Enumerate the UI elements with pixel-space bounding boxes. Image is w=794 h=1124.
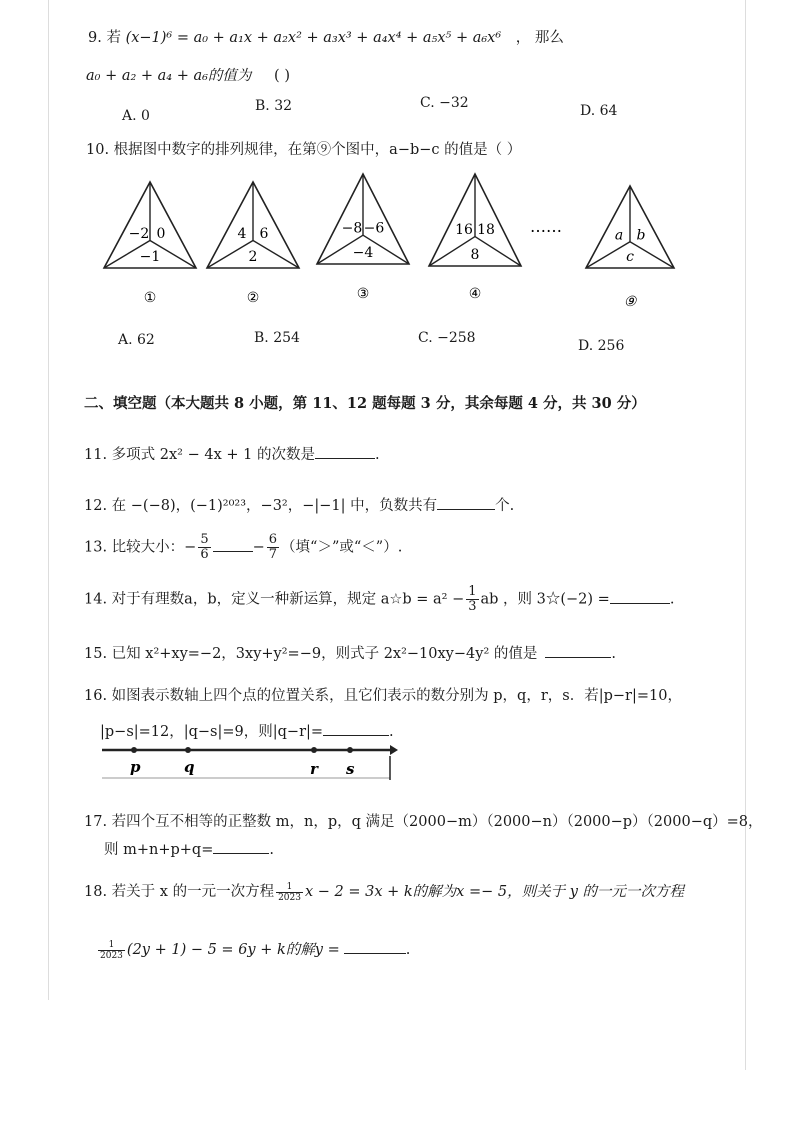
q10-option-d: D. 256 [578,338,625,354]
q16-number-line [96,738,406,788]
point-s [347,747,353,753]
triangle-left-number: a [614,227,624,244]
triangle-label: ② [246,290,260,306]
q15 [84,642,616,663]
triangle-label: ⑨ [623,294,637,310]
triangle-left-number: −2 [128,225,150,242]
q9-ruo: 若 [106,30,121,46]
q9-equation: (x−1)⁶ = a₀ + a₁x + a₂x² + a₃x³ + a₄x⁴ + a₅x⁵ + a₆x⁶ [125,30,502,46]
q10-prefix: 10. 根据图中数字的排列规律，在第 [86,142,317,158]
q13-answer-blank[interactable] [213,537,253,552]
point-r [311,747,317,753]
q11-answer-blank[interactable] [315,444,375,459]
q13-fraction-1 [198,533,210,562]
q14-f-num: 1 [468,584,477,599]
triangle-figure-5 [586,186,674,310]
left-margin-line [48,0,49,1000]
q14-f-den: 3 [468,599,477,614]
q13-f2-num: 6 [268,532,278,547]
q11-text: 11. 多项式 2x² − 4x + 1 的次数是 [84,447,315,463]
q18-answer-blank[interactable] [344,939,406,954]
q9-option-c: C. −32 [420,95,469,111]
q9-option-d: D. 64 [580,103,618,119]
q18-line1-equation: x − 2 = 3x + k的解为x =− 5，则关于 y 的一元一次方程 [304,884,685,900]
q9-paren: ( ) [274,68,290,84]
q16-line1: 16. 如图表示数轴上四个点的位置关系，且它们表示的数分别为 p，q，r，s．若|p−r|=10， [84,688,682,704]
q17-answer-blank[interactable] [213,839,269,854]
section2-title: 二、填空题（本大题共 8 小题，第 11、12 题每题 3 分，其余每题 4 分，共 30 分） [84,395,646,412]
q10-triangle-figures [0,160,794,330]
triangle-right-number: b [636,227,646,244]
q18-fraction-2 [98,940,125,961]
q14-fraction [466,585,478,614]
q9-line2 [86,64,290,85]
triangle-figure-2 [207,182,299,306]
q9-expr: a₀ + a₂ + a₄ + a₆的值为 [86,68,252,84]
q12-answer-blank[interactable] [437,495,495,510]
q14-mid: ab ，则 3☆(−2) = [480,591,610,608]
q15-text: 15. 已知 x²+xy=−2，3xy+y²=−9，则式子 2x²−10xy−4y² 的值是 [84,646,538,662]
q9-option-b: B. 32 [255,98,293,114]
triangle-bottom-number: 2 [248,249,258,265]
q10-option-c: C. −258 [418,330,476,346]
triangle-label: ④ [468,286,482,302]
q13-f1-num: 5 [200,532,209,547]
triangle-figure-4 [429,174,521,302]
q12 [84,494,514,515]
q18-f1-den: 2023 [278,892,301,903]
point-q [185,747,191,753]
label-s: s [346,760,355,778]
q16-post: . [389,724,394,740]
q10-option-a: A. 62 [118,332,155,348]
q18-line1 [84,880,684,903]
triangle-figure-3 [317,174,409,302]
q9-option-a: A. 0 [122,108,150,124]
q12-post: 个. [495,498,515,514]
q13-text: 13. 比较大小：− [84,539,197,556]
triangle-figure-1 [104,182,196,306]
q16-line2-text: |p−s|=12，|q−s|=9，则|q−r|= [100,724,324,740]
triangle-right-number: 0 [156,225,166,242]
q14 [84,585,674,614]
q13-minus: − [252,539,265,556]
triangle-left-number: 4 [237,225,247,242]
q15-answer-blank[interactable] [545,643,611,658]
q13-f2-den: 7 [268,547,278,562]
q10-ellipsis: …… [530,217,562,236]
label-r: r [310,760,318,778]
triangle-left-number: −8 [341,220,363,237]
triangle-label: ③ [356,286,370,302]
q14-post: . [669,591,675,608]
q15-post: . [611,646,616,662]
point-p [131,747,137,753]
q12-text: 12. 在 −(−8)，(−1)²⁰²³，−3²，−|−1| 中，负数共有 [84,498,438,514]
q17-line2 [104,838,274,859]
triangle-bottom-number: −4 [352,245,374,261]
q18-f2-den: 2023 [100,950,123,961]
q10-circled: ⑨ [316,142,332,158]
q13-post: （填“＞”或“＜”）. [281,539,403,556]
q17-line2-text: 则 m+n+p+q= [104,842,214,858]
q11 [84,443,380,464]
q18-line2-equation: (2y + 1) − 5 = 6y + k的解y = [126,942,340,958]
q14-text: 14. 对于有理数a，b，定义一种新运算，规定 a☆b = a² − [84,591,465,608]
q17-post: . [269,842,274,858]
triangle-bottom-number: −1 [139,249,161,265]
triangle-right-number: −6 [363,220,385,237]
q10-suffix: 个图中，a−b−c 的值是（ ） [331,142,522,158]
q10-stem [86,138,521,159]
triangle-label: ① [143,290,157,306]
q18-line2 [96,938,410,961]
q13-f1-den: 6 [200,547,209,562]
q18-fraction-1 [276,882,303,903]
q13 [84,533,402,562]
q18-line1-text: 18. 若关于 x 的一元一次方程 [84,884,275,900]
q13-fraction-2 [267,533,279,562]
q18-f2-num: 1 [98,940,125,951]
triangle-bottom-number: 8 [470,247,480,263]
label-p: p [130,758,141,776]
q17-line1: 17. 若四个互不相等的正整数 m，n，p，q 满足（2000−m）（2000−n）（2000−p）（2000−q）=8， [84,814,763,830]
q11-period: . [374,447,380,463]
number-line-arrow-icon [390,745,398,755]
triangle-right-number: 6 [259,225,269,242]
q9-then: ， 那么 [515,30,564,46]
q9-number: 9. [88,30,102,46]
triangle-left-number: 16 [455,221,473,238]
triangle-bottom-number: c [626,249,634,265]
q14-answer-blank[interactable] [610,589,670,604]
triangle-right-number: 18 [477,221,495,238]
q18-post: . [405,942,411,958]
q18-f1-num: 1 [276,882,303,893]
q9-line1 [88,26,564,47]
label-q: q [184,758,195,776]
q16-answer-blank[interactable] [323,721,389,736]
q10-option-b: B. 254 [254,330,300,346]
